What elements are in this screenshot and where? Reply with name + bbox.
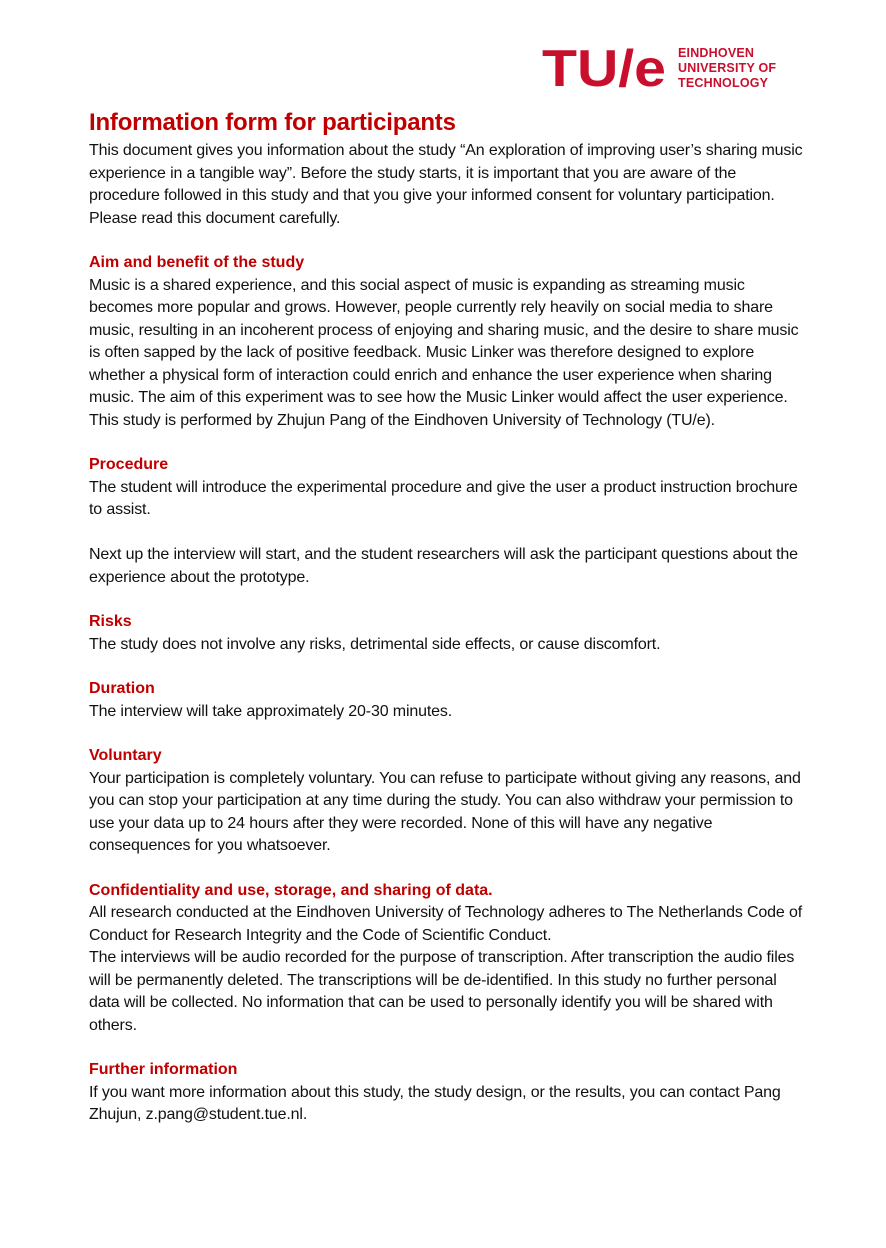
- intro-paragraph: This document gives you information about the study “An exploration of improving user’s sharing music experience in a tangible way”. Before the study starts, it is important that you are aware of the procedure followed in this study and that you give your informed consent for voluntary participation. Please read this document carefully.: [89, 142, 803, 227]
- section-heading-confidentiality: Confidentiality and use, storage, and sharing of data.: [89, 881, 493, 899]
- tue-logo-mark-text: TU/e: [542, 40, 666, 96]
- section-further-information: [89, 1059, 809, 1127]
- document-body: [89, 108, 809, 1127]
- section-heading-duration: Duration: [89, 680, 155, 697]
- logo-line-3: TECHNOLOGY: [678, 75, 769, 90]
- risks-paragraph: The study does not involve any risks, detrimental side effects, or cause discomfort.: [89, 635, 661, 653]
- section-confidentiality: [89, 880, 809, 1038]
- aim-paragraph: Music is a shared experience, and this social aspect of music is expanding as streaming music becomes more popular and grows. However, people currently rely heavily on social media to share music, resulting in an incoherent process of enjoying and sharing music, and the desire to share music is often sapped by the lack of positive feedback. Music Linker was therefore designed to explore whether a physical form of interaction could enrich and enhance the user experience when sharing music. The aim of this experiment was to see how the Music Linker would affect the user experience.: [89, 276, 799, 406]
- further-information-paragraph: If you want more information about this study, the study design, or the results, you can contact Pang Zhujun, z.pang@student.tue.nl.: [89, 1083, 781, 1123]
- aim-performer-paragraph: This study is performed by Zhujun Pang of the Eindhoven University of Technology (TU/e).: [89, 411, 715, 429]
- tue-logo: [542, 40, 776, 96]
- section-heading-aim: Aim and benefit of the study: [89, 254, 305, 271]
- logo-line-2: UNIVERSITY OF: [678, 60, 777, 75]
- section-voluntary: [89, 745, 809, 858]
- confidentiality-paragraph-1: All research conducted at the Eindhoven University of Technology adheres to The Netherlands Code of Conduct for Research Integrity and the Code of Scientific Conduct.: [89, 904, 803, 944]
- section-procedure: [89, 454, 809, 589]
- tue-logo-wordmark: [678, 46, 776, 91]
- section-heading-further-information: Further information: [89, 1061, 238, 1078]
- logo-line-1: EINDHOVEN: [678, 45, 755, 60]
- section-aim: [89, 252, 809, 432]
- procedure-paragraph-1: The student will introduce the experimental procedure and give the user a product instruction brochure to assist.: [89, 478, 798, 518]
- section-heading-procedure: Procedure: [89, 456, 169, 473]
- section-heading-voluntary: Voluntary: [89, 747, 162, 764]
- tue-logo-mark: [542, 40, 668, 96]
- confidentiality-paragraph-2: The interviews will be audio recorded for the purpose of transcription. After transcription the audio files will be permanently deleted. The transcriptions will be de-identified. In this study no further personal data will be collected. No information that can be used to personally identify you will be shared with others.: [89, 949, 795, 1034]
- page-title: Information form for participants: [89, 109, 456, 136]
- procedure-paragraph-2: Next up the interview will start, and the student researchers will ask the participant questions about the experience about the prototype.: [89, 546, 798, 586]
- duration-paragraph: The interview will take approximately 20-30 minutes.: [89, 702, 453, 720]
- section-heading-risks: Risks: [89, 613, 132, 630]
- voluntary-paragraph: Your participation is completely voluntary. You can refuse to participate without giving any reasons, and you can stop your participation at any time during the study. You can also withdraw your permission to use your data up to 24 hours after they were recorded. None of this will have any negative consequences for you whatsoever.: [89, 769, 801, 854]
- section-risks: [89, 611, 809, 656]
- section-duration: [89, 678, 809, 723]
